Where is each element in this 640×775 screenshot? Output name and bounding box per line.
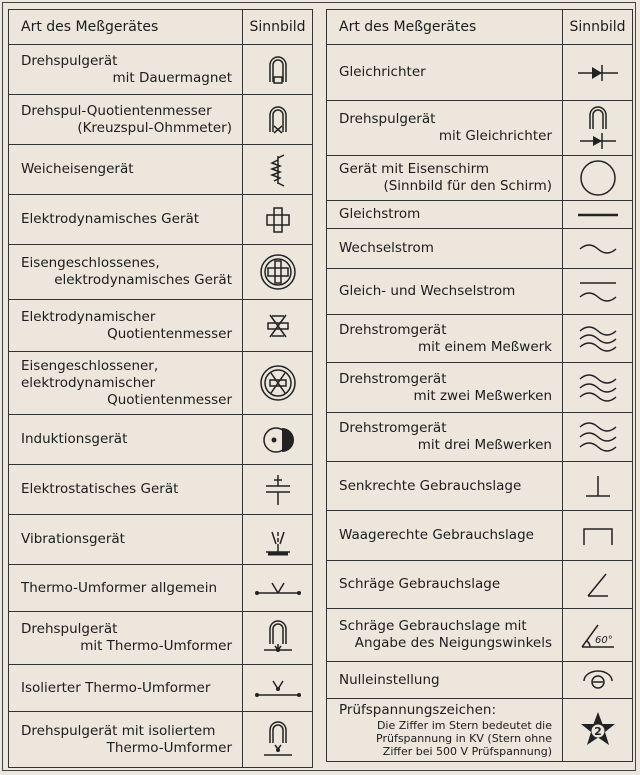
- device-type-cell: [9, 515, 243, 565]
- device-type-line: mit Dauermagnet: [112, 69, 232, 86]
- device-type-line: Drehspulgerät: [339, 111, 436, 127]
- device-type-line: elektrodynamisches Gerät: [54, 272, 232, 288]
- rectifier-icon: [563, 45, 633, 101]
- device-type-line: Elektrodynamischer: [21, 308, 156, 325]
- right-table-row: [327, 201, 633, 229]
- right-table-row: [327, 229, 633, 269]
- left-table-row: [9, 95, 313, 145]
- left-table-row: [9, 245, 313, 300]
- insulated-thermo-converter-icon: [243, 665, 313, 712]
- right-table-row: [327, 45, 633, 101]
- device-type-line: Waagerechte Gebrauchslage: [339, 527, 534, 543]
- direct-current-icon: [563, 201, 633, 229]
- device-type-line: Eisengeschlossenes,: [21, 255, 160, 271]
- vibration-icon: [243, 515, 313, 565]
- device-type-line: Drehstromgerät: [339, 370, 447, 387]
- right-table-row: [327, 413, 633, 462]
- iron-screen-icon: [563, 156, 633, 201]
- device-type-cell: [327, 101, 563, 156]
- left-table-row: [9, 612, 313, 665]
- device-type-line: mit drei Meßwerken: [417, 437, 552, 453]
- device-type-line: Quotientenmesser: [107, 325, 232, 342]
- device-type-line: Gerät mit Eisenschirm: [339, 161, 490, 177]
- device-type-line: Weicheisengerät: [21, 161, 134, 177]
- device-type-line: Wechselstrom: [339, 240, 434, 256]
- right-table-row: [327, 315, 633, 363]
- right-table-row: [327, 156, 633, 201]
- inclined-position-angle-icon: [563, 609, 633, 662]
- moving-coil-thermo-converter-icon: [243, 612, 313, 665]
- device-type-cell: [9, 665, 243, 712]
- angle-label: 60°: [594, 635, 613, 646]
- left-table-row: [9, 565, 313, 612]
- device-type-cell: [327, 229, 563, 269]
- thermo-converter-icon: [243, 565, 313, 612]
- device-type-line: Drehspulgerät: [21, 52, 118, 69]
- moving-coil-insulated-thermo-converter-icon: [243, 712, 313, 768]
- device-type-line: Eisengeschlossener,: [21, 357, 159, 374]
- moving-coil-permanent-magnet-icon: [243, 45, 313, 95]
- star-voltage-label: 2: [593, 725, 602, 738]
- device-type-cell: [9, 565, 243, 612]
- left-table-row: [9, 145, 313, 195]
- left-table-row: [9, 415, 313, 465]
- device-type-line: mit Gleichrichter: [438, 128, 552, 144]
- device-type-line: mit Thermo-Umformer: [80, 638, 232, 654]
- left-symbol-table: [8, 9, 313, 768]
- left-header-device-type: Art des Meßgerätes: [9, 10, 243, 45]
- device-type-cell: [9, 145, 243, 195]
- device-type-line: Isolierter Thermo-Umformer: [21, 679, 211, 696]
- moving-coil-rectifier-icon: [563, 101, 633, 156]
- electrodynamic-icon: [243, 195, 313, 245]
- left-header-row: [9, 10, 313, 45]
- device-type-line: elektrodynamischer: [21, 374, 156, 391]
- device-type-cell: [9, 45, 243, 95]
- device-type-cell: [327, 201, 563, 229]
- device-type-line: mit zwei Meßwerken: [413, 387, 552, 404]
- iron-closed-electrodynamic-ratiometer-icon: [243, 352, 313, 415]
- horizontal-position-icon: [563, 511, 633, 561]
- device-type-cell: [327, 315, 563, 363]
- three-phase-three-elements-icon: [563, 413, 633, 462]
- left-header-symbol: Sinnbild: [243, 10, 313, 45]
- device-type-line: Drehspulgerät: [21, 621, 118, 637]
- left-table-row: [9, 515, 313, 565]
- right-header-row: [327, 10, 633, 45]
- left-table-row: [9, 712, 313, 768]
- device-type-cell: [9, 352, 243, 415]
- three-phase-one-element-icon: [563, 315, 633, 363]
- right-table-row: [327, 511, 633, 561]
- device-type-line: mit einem Meßwerk: [417, 338, 552, 355]
- device-type-cell: [327, 699, 563, 762]
- device-type-cell: [327, 363, 563, 413]
- device-type-cell: [327, 511, 563, 561]
- electrostatic-icon: [243, 465, 313, 515]
- device-type-cell: [9, 465, 243, 515]
- moving-iron-icon: [243, 145, 313, 195]
- test-voltage-star-icon: [563, 699, 633, 762]
- moving-coil-ratiometer-icon: [243, 95, 313, 145]
- device-type-line: Schräge Gebrauchslage mit: [339, 618, 527, 634]
- right-table-row: [327, 561, 633, 609]
- device-type-line: Vibrationsgerät: [21, 531, 125, 547]
- device-type-cell: [9, 195, 243, 245]
- device-type-line: Gleichstrom: [339, 206, 421, 222]
- electrodynamic-ratiometer-icon: [243, 300, 313, 352]
- left-table-row: [9, 465, 313, 515]
- right-header-device-type: Art des Meßgerätes: [327, 10, 563, 45]
- device-type-line: Elektrostatisches Gerät: [21, 481, 179, 497]
- left-table-row: [9, 352, 313, 415]
- alternating-current-icon: [563, 229, 633, 269]
- device-type-cell: [327, 413, 563, 462]
- iron-closed-electrodynamic-icon: [243, 245, 313, 300]
- device-type-line: Gleich- und Wechselstrom: [339, 283, 516, 299]
- device-type-line: Senkrechte Gebrauchslage: [339, 477, 522, 494]
- device-type-line: Die Ziffer im Stern bedeutet die: [376, 719, 552, 732]
- device-type-cell: [327, 462, 563, 511]
- device-type-cell: [9, 415, 243, 465]
- device-type-cell: [327, 561, 563, 609]
- device-type-line: Drehstromgerät: [339, 321, 447, 338]
- inclined-position-icon: [563, 561, 633, 609]
- device-type-cell: [327, 269, 563, 315]
- device-type-line: (Kreuzspul-Ohmmeter): [77, 119, 232, 136]
- left-table-row: [9, 45, 313, 95]
- device-type-line: Ziffer bei 500 V Prüfspannung): [382, 745, 552, 758]
- device-type-line: Elektrodynamisches Gerät: [21, 211, 200, 227]
- device-type-line: Drehspul-Quotientenmesser: [21, 102, 212, 119]
- left-table-body: [9, 45, 313, 768]
- device-type-cell: [9, 612, 243, 665]
- device-type-cell: [9, 712, 243, 768]
- right-table-row: [327, 699, 633, 762]
- device-type-line: Schräge Gebrauchslage: [339, 576, 501, 592]
- device-type-line: Thermo-Umformer: [106, 739, 232, 756]
- device-type-line: Quotientenmesser: [107, 391, 232, 408]
- three-phase-two-elements-icon: [563, 363, 633, 413]
- device-type-line: Angabe des Neigungswinkels: [354, 635, 552, 651]
- device-type-line: (Sinnbild für den Schirm): [383, 178, 552, 194]
- device-type-line: Gleichrichter: [339, 64, 426, 80]
- right-symbol-table: [326, 9, 633, 762]
- induction-icon: [243, 415, 313, 465]
- right-table-body: [327, 45, 633, 762]
- device-type-line: Prüfspannung in KV (Stern ohne: [376, 732, 552, 745]
- right-table-row: [327, 462, 633, 511]
- device-type-line: Induktionsgerät: [21, 431, 128, 447]
- device-type-cell: [9, 300, 243, 352]
- right-header-symbol: Sinnbild: [563, 10, 633, 45]
- left-table-row: [9, 300, 313, 352]
- device-type-line: Prüfspannungszeichen:: [339, 702, 496, 718]
- device-type-line: Drehstromgerät: [339, 420, 447, 436]
- device-type-cell: [327, 45, 563, 101]
- device-type-line: Thermo-Umformer allgemein: [21, 579, 218, 596]
- right-table-row: [327, 101, 633, 156]
- right-table-row: [327, 609, 633, 662]
- left-table-row: [9, 195, 313, 245]
- device-type-cell: [327, 662, 563, 699]
- device-type-cell: [9, 95, 243, 145]
- device-type-line: Drehspulgerät mit isoliertem: [21, 722, 216, 739]
- dc-ac-icon: [563, 269, 633, 315]
- right-table-row: [327, 269, 633, 315]
- device-type-cell: [327, 156, 563, 201]
- device-type-cell: [9, 245, 243, 300]
- right-table-row: [327, 662, 633, 699]
- vertical-position-icon: [563, 462, 633, 511]
- zero-adjustment-icon: [563, 662, 633, 699]
- left-table-row: [9, 665, 313, 712]
- right-table-row: [327, 363, 633, 413]
- device-type-line: Nulleinstellung: [339, 671, 440, 688]
- device-type-cell: [327, 609, 563, 662]
